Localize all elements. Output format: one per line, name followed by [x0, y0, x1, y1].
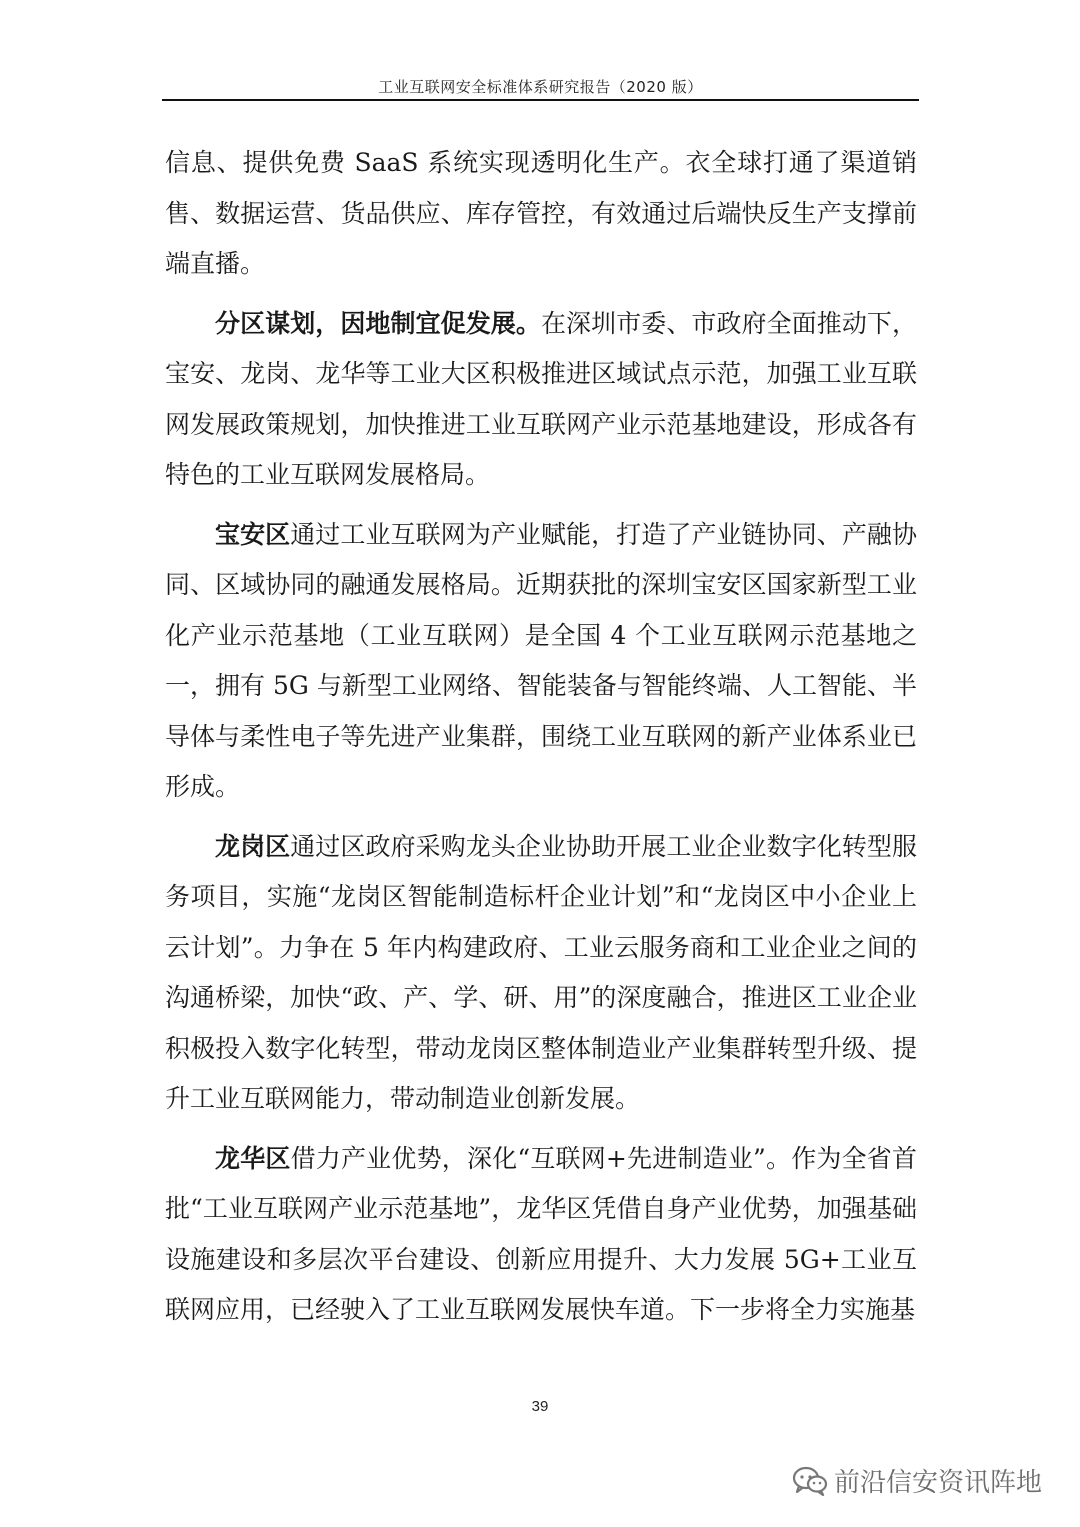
paragraph-text: 通过区政府采购龙头企业协助开展工业企业数字化转型服务项目，实施“龙岗区智能制造标杆企业计划”和“龙岗区中小企业上云计划”。力争在 5 年内构建政府、工业云服务商和工业企业之间的沟通桥梁，加快“政、产、学、研、用”的深度融合，推进区工业企业积极投入数字化转型，带动龙岗区整体制造业产业集群转型升级、提升工业互联网能力，带动制造业创新发展。 — [165, 831, 917, 1113]
wechat-icon — [792, 1466, 828, 1496]
paragraph-continuation — [165, 138, 917, 290]
paragraph-lead: 龙华区 — [215, 1143, 291, 1173]
paragraph-lead: 分区谋划，因地制宜促发展。 — [215, 308, 541, 338]
paragraph-text: 通过工业互联网为产业赋能，打造了产业链协同、产融协同、区域协同的融通发展格局。近期获批的深圳宝安区国家新型工业化产业示范基地（工业互联网）是全国 4 个工业互联网示范基地之一，拥有 5G 与新型工业网络、智能装备与智能终端、人工智能、半导体与柔性电子等先进产业集群，围绕工业互联网的新产业体系业已形成。 — [165, 519, 917, 801]
page-number: 39 — [531, 1398, 549, 1415]
paragraph-lead: 龙岗区 — [215, 831, 291, 861]
paragraph-text: 在深圳市委、市政府全面推动下，宝安、龙岗、龙华等工业大区积极推进区域试点示范，加强工业互联网发展政策规划，加快推进工业互联网产业示范基地建设，形成各有特色的工业互联网发展格局。 — [165, 308, 917, 489]
paragraph-district-planning — [165, 299, 917, 501]
paragraph-baoan — [165, 510, 917, 813]
paragraph-longgang — [165, 822, 917, 1125]
watermark — [792, 1462, 1042, 1499]
paragraph-text: 借力产业优势，深化“互联网+先进制造业”。作为全省首批“工业互联网产业示范基地”，龙华区凭借自身产业优势，加强基础设施建设和多层次平台建设、创新应用提升、大力发展 5G+工业互联网应用，已经驶入了工业互联网发展快车道。下一步将全力实施基 — [165, 1143, 917, 1324]
document-body — [165, 138, 917, 1345]
running-header: 工业互联网安全标准体系研究报告（2020 版） — [378, 78, 703, 96]
paragraph-text: 信息、提供免费 SaaS 系统实现透明化生产。衣全球打通了渠道销售、数据运营、货品供应、库存管控，有效通过后端快反生产支撑前端直播。 — [165, 148, 917, 278]
paragraph-longhua — [165, 1134, 917, 1336]
paragraph-lead: 宝安区 — [215, 519, 291, 549]
header-divider — [162, 99, 919, 101]
watermark-text: 前沿信安资讯阵地 — [833, 1468, 1042, 1498]
